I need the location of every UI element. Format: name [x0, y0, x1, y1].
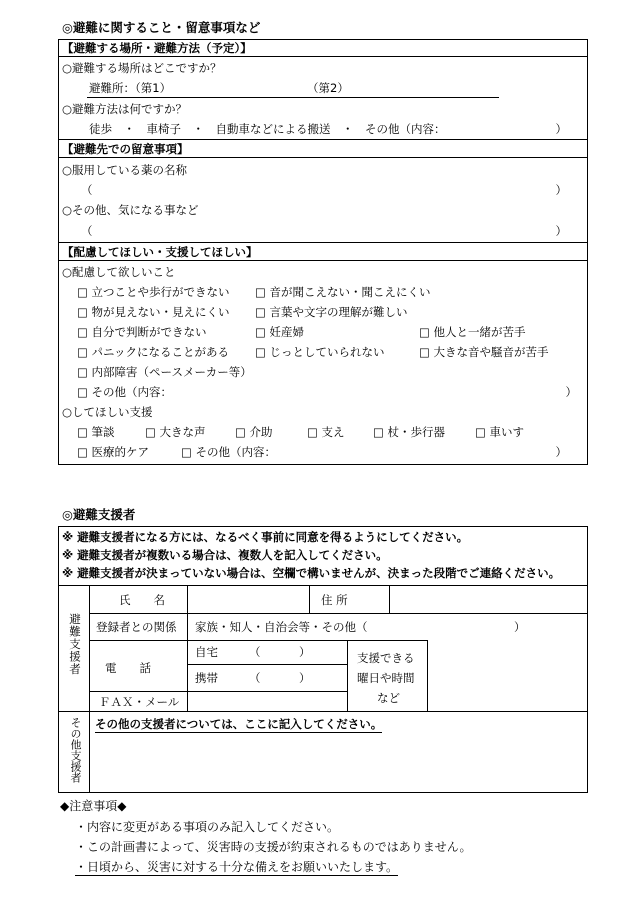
table-line — [427, 640, 428, 711]
address-field[interactable] — [391, 587, 585, 612]
table-line — [89, 585, 90, 792]
medicine-field[interactable] — [59, 180, 587, 200]
concerns-close-paren: ） — [555, 224, 567, 238]
section-title-supporter: ◎避難支援者 — [62, 507, 136, 522]
check-noise[interactable]: □ 大きな音や騒音が苦手 — [419, 345, 549, 359]
place-answer-row — [59, 78, 587, 98]
section-title-evacuation: ◎避難に関すること・留意事項など — [62, 20, 261, 35]
supporter-note-1: ※ 避難支援者になる方には、なるべく事前に同意を得るようにしてください。 — [62, 530, 469, 544]
method-close-paren: ） — [555, 122, 567, 136]
home-phone-close: ） — [299, 645, 311, 659]
check-pregnant[interactable]: □ 妊産婦 — [255, 325, 305, 339]
consideration-row-3 — [59, 322, 587, 342]
check-hearing[interactable]: □ 音が聞こえない・聞こえにくい — [255, 285, 431, 299]
relation-options[interactable]: 家族・知人・自治会等・その他（ — [195, 620, 368, 634]
other-supporter-field[interactable] — [91, 734, 585, 790]
notes-header: 【避難先での留意事項】 — [59, 141, 587, 158]
method-question: ○避難方法は何ですか？ — [62, 102, 188, 116]
method-options-row — [59, 119, 587, 140]
check-other-assistance[interactable]: □ その他（内容： — [181, 445, 277, 459]
supporter-note-3: ※ 避難支援者が決まっていない場合は、空欄で構いませんが、決まった段階でご連絡ください。 — [62, 566, 561, 580]
consideration-label: ○配慮して欲しいこと — [62, 265, 176, 279]
other-supporter-header: その他支援者 — [69, 717, 82, 783]
assistance-label: ○してほしい支援 — [62, 405, 153, 419]
place-question: ○避難する場所はどこですか？ — [62, 61, 222, 75]
mobile-phone-label: 携帯 — [195, 671, 218, 685]
other-assistance-close: ） — [555, 445, 567, 459]
consideration-row-2 — [59, 302, 587, 322]
table-line — [59, 585, 587, 586]
assistance-row-2 — [59, 442, 587, 462]
check-cannot-walk[interactable]: □ 立つことや歩行ができない — [77, 285, 230, 299]
consideration-row-1 — [59, 282, 587, 302]
footer-item-3: ・日頃から、災害に対する十分な備えをお願いいたします。 — [75, 860, 399, 874]
footer-item-2: ・この計画書によって、災害時の支援が約束されるものではありません。 — [75, 840, 472, 854]
other-consideration-close: ） — [565, 385, 577, 399]
consideration-row-6 — [59, 382, 587, 402]
check-writing[interactable]: □ 筆談 — [77, 425, 115, 439]
available-time-field[interactable] — [429, 642, 585, 709]
fax-mail-label: ＦＡＸ・メール — [99, 695, 180, 709]
medicine-open-paren: （ — [81, 183, 93, 197]
fax-mail-field[interactable] — [189, 693, 345, 710]
supporter-table — [58, 526, 588, 793]
table-line — [89, 613, 587, 614]
available-time-line3: など — [377, 691, 400, 705]
supporter-note-2: ※ 避難支援者が複数いる場合は、複数人を記入してください。 — [62, 548, 388, 562]
check-medical-care[interactable]: □ 医療的ケア — [77, 445, 150, 459]
home-phone-open: （ — [249, 645, 261, 659]
check-judgement[interactable]: □ 自分で判断ができない — [77, 325, 207, 339]
evacuation-info-box — [58, 39, 588, 465]
relation-label: 登録者との関係 — [96, 620, 177, 634]
table-line — [89, 640, 427, 641]
name-field[interactable] — [189, 587, 307, 612]
check-wheelchair[interactable]: □ 車いす — [475, 425, 525, 439]
other-concerns-field[interactable] — [59, 221, 587, 243]
table-line — [187, 585, 188, 711]
mobile-phone-close: ） — [299, 671, 311, 685]
place-first-label: 避難所：（第1） — [89, 81, 172, 95]
consideration-row-4 — [59, 342, 587, 362]
table-line — [347, 640, 348, 711]
other-concerns-label: ○その他、気になる事など — [62, 203, 199, 217]
medicine-label: ○服用している薬の名称 — [62, 163, 188, 177]
concerns-open-paren: （ — [81, 224, 93, 238]
available-time-line2: 曜日や時間 — [357, 671, 415, 685]
footer-item-1: ・内容に変更がある事項のみ記入してください。 — [75, 820, 340, 834]
check-loud-voice[interactable]: □ 大きな声 — [145, 425, 206, 439]
table-line — [59, 711, 587, 712]
support-header: 【配慮してほしい・支援してほしい】 — [59, 244, 587, 261]
other-supporter-instruction: その他の支援者については、ここに記入してください。 — [95, 717, 383, 731]
medicine-close-paren: ） — [555, 183, 567, 197]
consideration-row-5 — [59, 362, 587, 382]
address-label: 住 所 — [321, 593, 348, 607]
check-cane-walker[interactable]: □ 杖・歩行器 — [373, 425, 446, 439]
check-others-difficult[interactable]: □ 他人と一緒が苦手 — [419, 325, 526, 339]
check-internal-disorder[interactable]: □ 内部障害（ペースメーカー等） — [77, 365, 252, 379]
check-support[interactable]: □ 支え — [307, 425, 345, 439]
phone-label: 電 話 — [105, 661, 151, 675]
assistance-row-1 — [59, 422, 587, 442]
supporter-row-header: 避難支援者 — [68, 613, 82, 676]
method-options[interactable]: 徒歩 ・ 車椅子 ・ 自動車などによる搬送 ・ その他（内容： — [89, 122, 446, 136]
mobile-phone-open: （ — [249, 671, 261, 685]
check-language[interactable]: □ 言葉や文字の理解が難しい — [255, 305, 408, 319]
place-second-label: （第2） — [307, 81, 349, 95]
table-line — [389, 585, 390, 613]
footer-title: ◆注意事項◆ — [60, 799, 127, 813]
table-line — [187, 664, 347, 665]
table-line — [309, 585, 310, 613]
check-panic[interactable]: □ パニックになることがある — [77, 345, 230, 359]
table-line — [89, 691, 347, 692]
relation-close-paren: ） — [514, 620, 526, 634]
available-time-line1: 支援できる — [357, 651, 415, 665]
check-other-consideration[interactable]: □ その他（内容： — [77, 385, 173, 399]
check-restless[interactable]: □ じっとしていられない — [255, 345, 385, 359]
name-label: 氏 名 — [119, 593, 165, 607]
home-phone-label: 自宅 — [195, 645, 218, 659]
check-vision[interactable]: □ 物が見えない・見えにくい — [77, 305, 230, 319]
check-caregiving[interactable]: □ 介助 — [235, 425, 273, 439]
place-header: 【避難する場所・避難方法（予定）】 — [59, 40, 587, 57]
